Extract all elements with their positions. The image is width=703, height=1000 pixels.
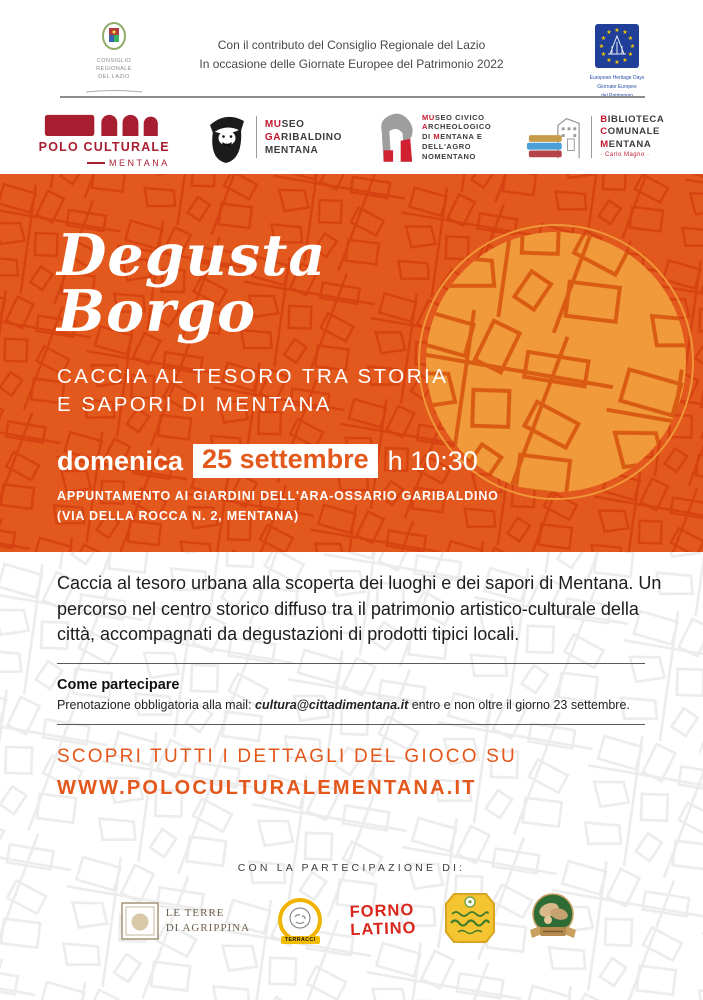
museo-civico-archeologico-logo	[376, 112, 491, 162]
event-date-badge: 25 settembre	[193, 444, 378, 478]
lazio-logo-line1: CONSIGLIO	[96, 58, 132, 64]
ehd-caption1: European Heritage Days	[589, 75, 645, 81]
garibaldi-face-icon	[204, 111, 248, 163]
terracci-label: TERRACCI	[281, 936, 320, 944]
event-title-line2: Borgo	[57, 277, 257, 345]
lazio-logo-swoosh	[84, 89, 144, 94]
ehd-caption2: Giornate Europee	[597, 83, 637, 90]
hero-content	[0, 174, 703, 526]
eu-stars-monument-icon	[594, 24, 640, 68]
event-subtitle: CACCIA AL TESORO TRA STORIA E SAPORI DI MENTANA	[57, 364, 449, 416]
booking-email: cultura@cittadimentana.it	[255, 698, 409, 713]
terracci-logo	[278, 898, 322, 944]
svg-text:★: ★	[622, 57, 628, 64]
museo-garibaldino-text: MUSEO GARIBALDINO MENTANA	[264, 118, 342, 156]
svg-text:★: ★	[600, 35, 607, 42]
farm-badge-icon	[444, 890, 496, 946]
lazio-logo-line2: REGIONALE	[96, 66, 132, 73]
event-day: domenica	[57, 445, 184, 476]
svg-text:★: ★	[606, 57, 612, 64]
event-title-line1: Degusta	[57, 222, 327, 289]
how-to-participate-title: Come partecipare	[57, 677, 180, 694]
sponsor-logos-row	[0, 890, 703, 951]
orto-badge-logo	[444, 890, 496, 951]
svg-text:★: ★	[629, 43, 636, 50]
svg-text:★: ★	[598, 43, 605, 50]
consiglio-regionale-lazio-logo	[78, 22, 150, 99]
svg-text:★: ★	[606, 29, 612, 36]
institution-logos-row	[0, 100, 703, 174]
body-content	[0, 552, 703, 951]
header	[0, 0, 703, 99]
body-section	[0, 552, 703, 1000]
event-title	[57, 222, 703, 345]
statue-icon	[376, 112, 414, 162]
event-address: APPUNTAMENTO AI GIARDINI DELL'ARA-OSSARIO GARIBALDINO (VIA DELLA ROCCA N. 2, MENTANA)	[57, 489, 499, 523]
divider	[57, 724, 645, 725]
header-divider	[60, 96, 645, 98]
ehd-caption3: del Patrimonio	[601, 92, 633, 99]
lazio-crest-icon	[97, 22, 131, 52]
credit-text	[142, 36, 562, 74]
participation-heading: CON LA PARTECIPAZIONE DI:	[237, 862, 466, 875]
svg-text:★: ★	[600, 51, 607, 58]
forno-latino-logo: FORNO LATINO	[349, 901, 417, 940]
european-heritage-days-logo	[587, 24, 647, 99]
credit-line1: Con il contributo del Consiglio Regionale del Lazio	[217, 38, 486, 52]
polo-mentana-label: MENTANA	[39, 158, 170, 168]
polo-culturale-mentana-logo	[39, 106, 170, 168]
museo-civico-text: MUSEO CIVICO ARCHEOLOGICO DI MENTANA E DELL'AGRO NOMENTANO	[421, 112, 492, 161]
logo-divider	[591, 116, 592, 158]
svg-text:★: ★	[622, 29, 628, 36]
le-terre-di-agrippina-logo	[121, 902, 250, 940]
logo-divider	[256, 116, 257, 158]
website-url: WWW.POLOCULTURALEMENTANA.IT	[57, 777, 477, 800]
svg-text:★: ★	[627, 51, 634, 58]
event-time: h 10:30	[387, 445, 478, 476]
books-building-icon	[525, 113, 583, 161]
event-date-row	[57, 444, 703, 478]
agrippina-portrait-icon	[121, 902, 159, 940]
dash-decor	[87, 162, 105, 164]
biblioteca-comunale-logo	[525, 113, 664, 161]
agrippina-text: LE TERRE DI AGRIPPINA	[165, 906, 251, 934]
cta-text: SCOPRI TUTTI I DETTAGLI DEL GIOCO SU	[57, 746, 517, 768]
svg-text:★: ★	[614, 27, 620, 34]
biblioteca-text: BIBLIOTECA COMUNALE MENTANA · Carlo Magno ·	[600, 114, 665, 159]
bakery-roundel-logo	[524, 892, 582, 949]
event-description: Caccia al tesoro urbana alla scoperta dei luoghi e dei sapori di Mentana. Un percorso nel centro storico diffuso tra il patrimonio artistico-culturale della città, accompagnati da degustazioni di prodotti tipici locali.	[57, 573, 662, 645]
polo-culturale-label: POLO CULTURALE	[38, 140, 170, 154]
call-to-action	[57, 746, 703, 800]
polo-culturale-icon	[44, 106, 164, 136]
carlo-magno-caption: · Carlo Magno ·	[600, 152, 650, 159]
svg-text:★: ★	[627, 35, 634, 42]
svg-text:★: ★	[614, 59, 620, 66]
booking-instructions: Prenotazione obbligatoria alla mail: cultura@cittadimentana.it entro e non oltre il giorno 23 settembre.	[57, 698, 630, 713]
museo-garibaldino-logo	[204, 111, 342, 163]
divider	[57, 663, 645, 664]
credit-line2: In occasione delle Giornate Europee del Patrimonio 2022	[199, 57, 504, 72]
lazio-logo-line3: DEL LAZIO	[98, 74, 130, 81]
bread-roundel-icon	[524, 892, 582, 944]
hero-section	[0, 174, 703, 552]
